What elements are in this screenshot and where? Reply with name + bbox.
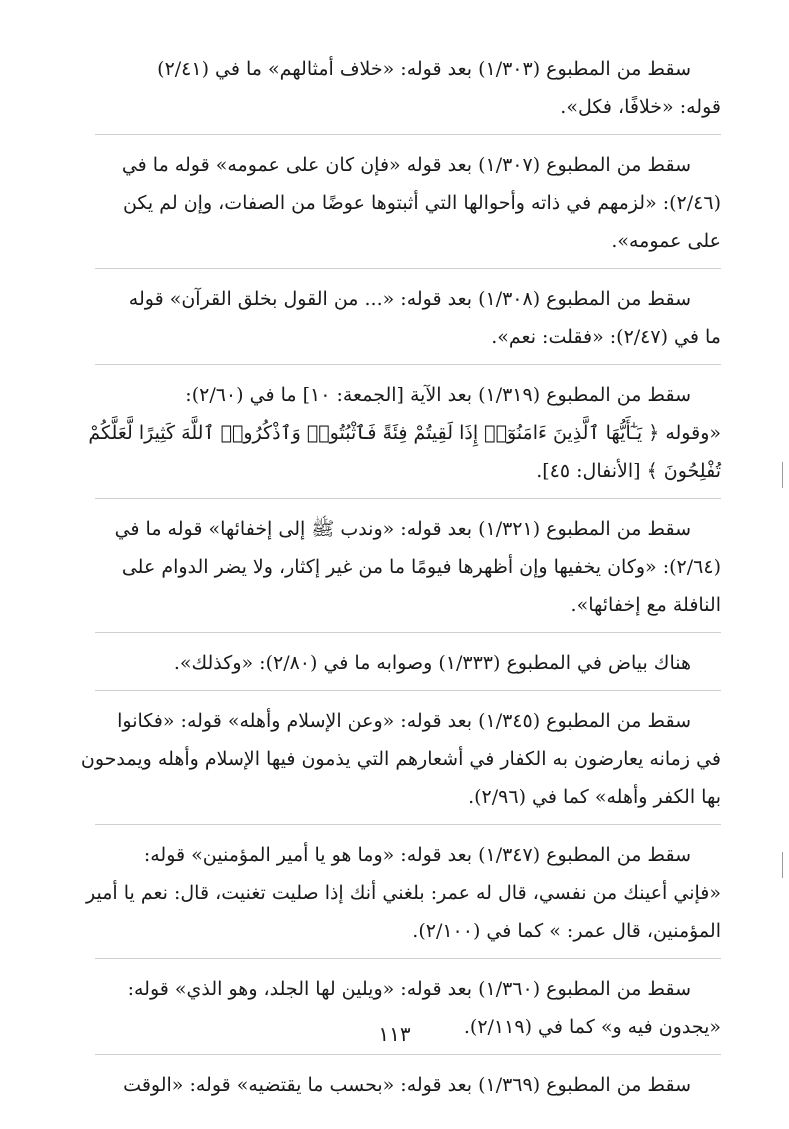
- text-line: «يجدون فيه و» كما في (٢/١١٩).: [463, 1016, 721, 1038]
- paragraph-3: [95, 280, 721, 365]
- text-line: سقط من المطبوع (١/٣٢١) بعد قوله: «وندب ﷺ إلى إخفائها» قوله ما في: [114, 518, 691, 540]
- text-line: على عمومه».: [611, 230, 721, 252]
- paragraph-1: [95, 50, 721, 135]
- quran-verse-line: «وقوله ﴿ يَـٰٓأَيُّهَا ٱلَّذِينَ ءَامَنُوٓا۟ إِذَا لَقِيتُمْ فِئَةً فَٱثْبُتُوا۟ وَٱذْكُرُوا۟ ٱللَّهَ كَثِيرًا لَّعَلَّكُمْ: [88, 422, 721, 444]
- text-line: (٢/٦٤): «وكان يخفيها وإن أظهرها فيومًا ما من غير إكثار، ولا يضر الدوام على: [121, 556, 721, 578]
- text-line: المؤمنين، قال عمر: » كما في (٢/١٠٠).: [412, 920, 721, 942]
- text-line: سقط من المطبوع (١/٣٠٧) بعد قوله «فإن كان على عمومه» قوله ما في: [121, 154, 691, 176]
- text-line: سقط من المطبوع (١/٣٦٩) بعد قوله: «بحسب ما يقتضيه» قوله: «الوقت: [123, 1074, 691, 1096]
- paragraph-4: [88, 376, 721, 499]
- text-line: هناك بياض في المطبوع (١/٣٣٣) وصوابه ما في (٢/٨٠): «وكذلك».: [173, 652, 691, 674]
- text-line: «فإني أعينك من نفسي، قال له عمر: بلغني أنك إذا صليت تغنيت، قال: نعم يا أمير: [86, 882, 721, 904]
- quran-verse-line: تُفْلِحُونَ ﴾ [الأنفال: ٤٥].: [536, 460, 721, 482]
- paragraph-10: [95, 1066, 721, 1112]
- margin-mark: [782, 462, 783, 488]
- page-number: ١١٣: [378, 1022, 411, 1046]
- text-line: في زمانه يعارضون به الكفار في أشعارهم التي يذمون فيها الإسلام وأهله ويمدحون: [80, 748, 721, 770]
- paragraph-5: [95, 510, 721, 633]
- text-line: سقط من المطبوع (١/٣٠٣) بعد قوله: «خلاف أمثالهم» ما في (٢/٤١): [157, 58, 691, 80]
- paragraph-6: [95, 644, 721, 691]
- text-line: سقط من المطبوع (١/٣٤٧) بعد قوله: «وما هو يا أمير المؤمنين» قوله:: [143, 844, 691, 866]
- text-line: قوله: «خلافًا، فكل».: [560, 96, 721, 118]
- text-line: سقط من المطبوع (١/٣١٩) بعد الآية [الجمعة: ١٠] ما في (٢/٦٠):: [185, 384, 691, 406]
- page-body: [80, 50, 721, 1123]
- text-line: سقط من المطبوع (١/٣٠٨) بعد قوله: «... من القول بخلق القرآن» قوله: [128, 288, 691, 310]
- text-line: سقط من المطبوع (١/٣٤٥) بعد قوله: «وعن الإسلام وأهله» قوله: «فكانوا: [117, 710, 691, 732]
- text-line: ما في (٢/٤٧): «فقلت: نعم».: [491, 326, 721, 348]
- margin-mark: [782, 852, 783, 878]
- text-line: بها الكفر وأهله» كما في (٢/٩٦).: [468, 786, 721, 808]
- paragraph-8: [86, 836, 721, 959]
- paragraph-7: [80, 702, 721, 825]
- text-line: النافلة مع إخفائها».: [570, 594, 721, 616]
- text-line: (٢/٤٦): «لزمهم في ذاته وأحوالها التي أثبتوها عوضًا من الصفات، وإن لم يكن: [122, 192, 721, 214]
- paragraph-2: [95, 146, 721, 269]
- text-line: سقط من المطبوع (١/٣٦٠) بعد قوله: «ويلين لها الجلد، وهو الذي» قوله:: [127, 978, 691, 1000]
